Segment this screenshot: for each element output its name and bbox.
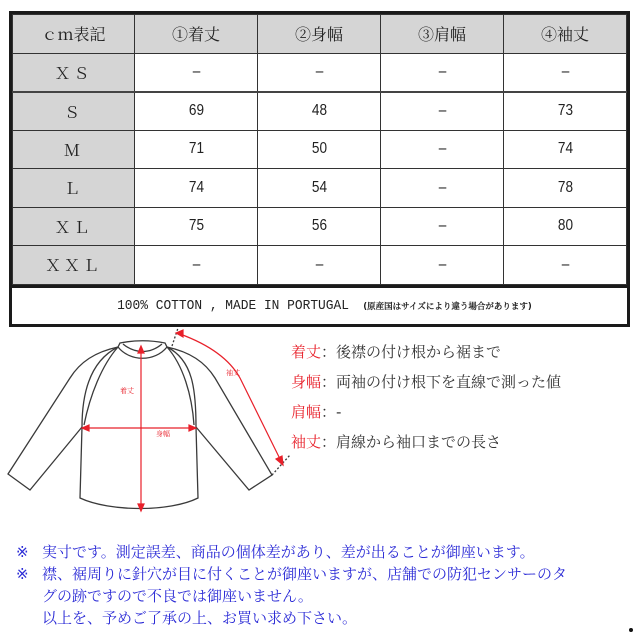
legend-key: 着丈 — [291, 343, 322, 361]
legend-text: ：後襟の付け根から裾まで — [321, 343, 502, 361]
cell-sleeve-length: 78 — [513, 169, 618, 208]
diagram-label-sleeve: 袖丈 — [226, 369, 240, 377]
size-label: Ｌ — [13, 169, 135, 208]
cell-length: – — [144, 53, 249, 92]
table-row — [13, 53, 627, 92]
cell-length: 71 — [144, 130, 249, 169]
note-line — [16, 607, 567, 629]
header-sleeve-length: ④袖丈 — [504, 15, 627, 54]
cell-shoulder-width: – — [390, 169, 495, 208]
size-label: ＸＳ — [13, 53, 135, 92]
cell-length: 74 — [144, 169, 249, 208]
cell-length: – — [144, 246, 249, 285]
size-label: Ｍ — [13, 130, 135, 169]
cell-body-width: 56 — [267, 207, 372, 246]
note-line — [16, 585, 567, 607]
legend-key: 身幅 — [291, 373, 322, 391]
decorative-dot — [629, 628, 633, 632]
size-label: Ｓ — [13, 92, 135, 131]
table-row — [13, 92, 627, 131]
header-shoulder-width: ③肩幅 — [381, 15, 504, 54]
cell-body-width: 50 — [267, 130, 372, 169]
shirt-measurement-diagram — [0, 325, 300, 535]
table-row — [13, 169, 627, 208]
cell-shoulder-width: – — [390, 246, 495, 285]
header-body-width: ②身幅 — [258, 15, 381, 54]
material-text: 100% COTTON , MADE IN PORTUGAL — [117, 297, 350, 314]
cell-body-width: – — [267, 53, 372, 92]
cell-sleeve-length: 74 — [513, 130, 618, 169]
legend-item — [291, 432, 561, 462]
measurement-legend — [291, 342, 561, 462]
cell-body-width: 54 — [267, 169, 372, 208]
cell-body-width: 48 — [267, 92, 372, 131]
shirt-outline-icon — [0, 325, 300, 535]
size-chart-table — [9, 11, 630, 327]
size-label: ＸＸＬ — [13, 246, 135, 285]
cell-body-width: – — [267, 246, 372, 285]
cell-length: 69 — [144, 92, 249, 131]
legend-item — [291, 342, 561, 372]
note-text: グの跡ですので不良では御座いません。 — [42, 587, 313, 605]
note-text: 以上を、予めご了承の上、お買い求め下さい。 — [42, 609, 358, 627]
cell-shoulder-width: – — [390, 207, 495, 246]
legend-item — [291, 402, 561, 432]
cell-shoulder-width: – — [390, 92, 495, 131]
cell-sleeve-length: 80 — [513, 207, 618, 246]
reference-mark-icon: ※ — [16, 543, 29, 561]
cell-length: 75 — [144, 207, 249, 246]
table-row — [13, 207, 627, 246]
reference-mark-icon: ※ — [16, 565, 29, 583]
note-text: 実寸です。測定誤差、商品の個体差があり、差が出ることが御座います。 — [42, 543, 535, 561]
diagram-label-width: 身幅 — [156, 430, 170, 438]
header-unit: ｃｍ表記 — [13, 15, 135, 54]
cell-shoulder-width: – — [390, 53, 495, 92]
legend-text: ：肩線から袖口までの長さ — [321, 433, 502, 451]
cell-sleeve-length: 73 — [513, 92, 618, 131]
cell-shoulder-width: – — [390, 130, 495, 169]
cell-sleeve-length: – — [513, 246, 618, 285]
legend-text: ：両袖の付け根下を直線で測った値 — [321, 373, 562, 391]
note-line — [16, 541, 567, 563]
legend-text: ：- — [321, 403, 342, 421]
disclaimer-notes — [16, 541, 567, 629]
legend-item — [291, 372, 561, 402]
table-row — [13, 246, 627, 285]
table-row — [13, 130, 627, 169]
legend-key: 肩幅 — [291, 403, 322, 421]
table-header-row — [13, 15, 627, 54]
header-length: ①着丈 — [135, 15, 258, 54]
cell-sleeve-length: – — [513, 53, 618, 92]
material-origin-row — [12, 285, 627, 324]
note-line — [16, 563, 567, 585]
note-text: 襟、裾周りに針穴が目に付くことが御座いますが、店舗での防犯センサーのタ — [42, 565, 568, 583]
origin-note: (原産国はサイズにより違う場合があります) — [363, 301, 532, 312]
diagram-label-length: 着丈 — [120, 387, 134, 395]
legend-key: 袖丈 — [291, 433, 322, 451]
size-label: ＸＬ — [13, 207, 135, 246]
